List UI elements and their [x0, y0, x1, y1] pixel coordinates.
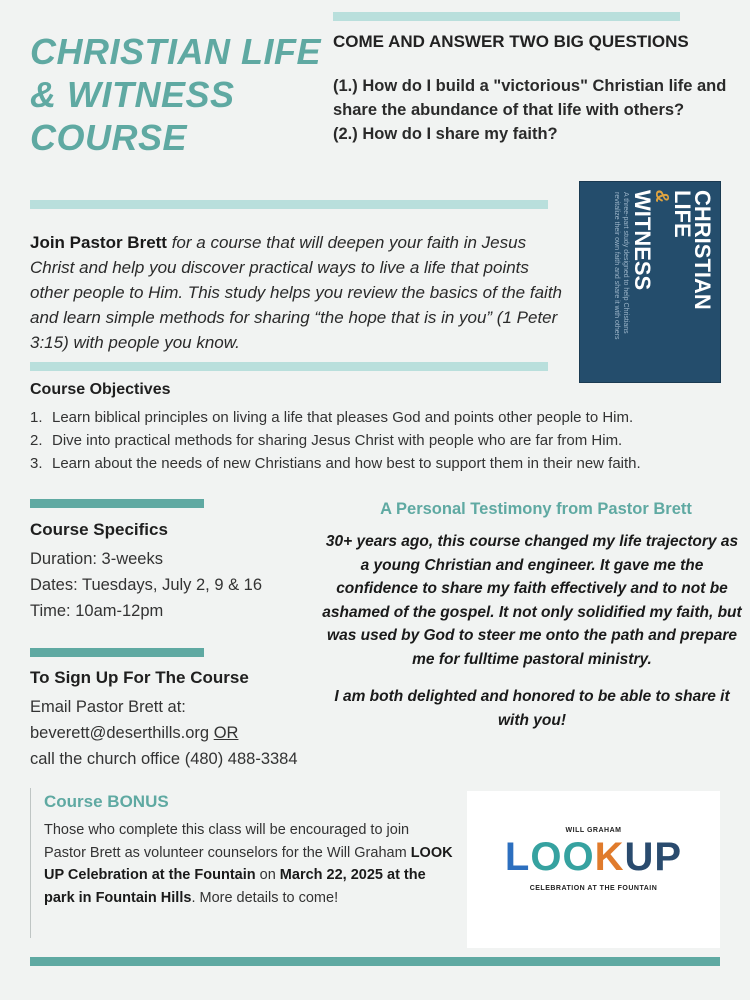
testimony-paragraph-2: I am both delighted and honored to be able to share it with you!	[334, 688, 730, 729]
book-cover-title	[630, 190, 715, 370]
book-title-line-1: CHRISTIAN	[690, 190, 715, 310]
list-item	[30, 452, 745, 475]
question-1: (1.) How do I build a "victorious" Christian life and share the abundance of that life with others?	[333, 77, 727, 119]
testimony-heading: A Personal Testimony from Pastor Brett	[380, 500, 692, 518]
signup-line-1: Email Pastor Brett at:	[30, 698, 186, 716]
bonus-text-3: . More details to come!	[191, 889, 339, 906]
book-title-line-4: WITNESS	[630, 190, 655, 291]
bonus-heading: Course BONUS	[44, 792, 169, 811]
intro-paragraph	[30, 230, 570, 355]
bonus-event-date: March 22, 2025 at the park in Fountain Hills	[44, 867, 426, 906]
logo-part-2: OO	[530, 835, 595, 879]
bonus-event-name: LOOK UP Celebration at the Fountain	[44, 844, 453, 883]
divider-bar-2	[30, 362, 548, 371]
objective-text: Learn about the needs of new Christians and how best to support them in their new faith.	[52, 455, 641, 472]
list-item	[30, 406, 745, 429]
objectives-heading: Course Objectives	[30, 381, 171, 398]
intro-lead: Join Pastor Brett	[30, 233, 167, 252]
bonus-text-2: on	[255, 867, 280, 883]
specifics-heading: Course Specifics	[30, 520, 168, 539]
logo-part-1: L	[504, 835, 531, 879]
objective-number: 2.	[30, 432, 43, 449]
duration-text: Duration: 3-weeks	[30, 550, 163, 568]
logo-part-3: K	[594, 835, 625, 879]
logo-part-4: UP	[624, 835, 683, 879]
book-cover-subtitle: A three-part study designed to help Christians revitalize their own faith and share it with others	[613, 192, 629, 340]
objectives-list	[30, 406, 745, 475]
specifics-accent-bar	[30, 499, 204, 508]
logo-top-text: WILL GRAHAM	[565, 827, 622, 834]
list-item	[30, 429, 745, 452]
signup-email-line	[30, 720, 298, 746]
logo-wordmark	[467, 835, 720, 879]
divider-bar-1	[30, 200, 548, 209]
course-title-line-3: COURSE	[30, 117, 188, 158]
specifics-details	[30, 546, 262, 624]
dates-text: Dates: Tuesdays, July 2, 9 & 16	[30, 576, 263, 594]
testimony-paragraph-1: 30+ years ago, this course changed my life trajectory as a young Christian and engineer. It gave me the confidence to share my faith effectively and to not be ashamed of the gospel. It not only solidified my faith, but was used by God to steer me onto the path and prepare me for fulltime pastoral ministry.	[322, 533, 742, 668]
time-text: Time: 10am-12pm	[30, 602, 164, 620]
signup-heading: To Sign Up For The Course	[30, 668, 249, 687]
course-title	[30, 30, 330, 159]
look-up-logo	[467, 791, 720, 948]
question-2: (2.) How do I share my faith?	[333, 125, 558, 143]
logo-bottom-text: CELEBRATION AT THE FOUNTAIN	[529, 885, 658, 892]
signup-phone-line: call the church office (480) 488-3384	[30, 750, 298, 768]
objective-number: 3.	[30, 455, 43, 472]
course-title-line-2: & WITNESS	[30, 74, 235, 115]
bonus-body	[44, 819, 454, 909]
signup-or: OR	[213, 724, 239, 742]
questions-heading: COME AND ANSWER TWO BIG QUESTIONS	[333, 32, 689, 51]
questions-body	[333, 74, 743, 146]
signup-details	[30, 694, 298, 772]
objective-text: Learn biblical principles on living a life that pleases God and points other people to Him.	[52, 409, 634, 426]
bonus-text-1: Those who complete this class will be encouraged to join Pastor Brett as volunteer counselors for the Will Graham	[44, 822, 411, 861]
intro-body: for a course that will deepen your faith in Jesus Christ and help you discover practical ways to live a life that points other people to Him. This study helps you review the basics of the faith and learn simple methods for sharing “the hope that is in you” (1 Peter 3:15) with people you know.	[30, 233, 562, 352]
course-title-line-1: CHRISTIAN LIFE	[30, 31, 321, 72]
objective-number: 1.	[30, 409, 43, 426]
book-title-ampersand: &	[652, 190, 672, 203]
testimony-body	[322, 530, 742, 746]
objective-text: Dive into practical methods for sharing Jesus Christ with people who are far from Him.	[52, 432, 623, 449]
signup-accent-bar	[30, 648, 204, 657]
book-cover-image	[579, 181, 721, 383]
signup-email[interactable]: beverett@deserthills.org	[30, 724, 210, 742]
book-title-line-2: LIFE	[670, 190, 695, 238]
bottom-accent-bar	[30, 957, 720, 966]
top-accent-bar	[333, 12, 680, 21]
